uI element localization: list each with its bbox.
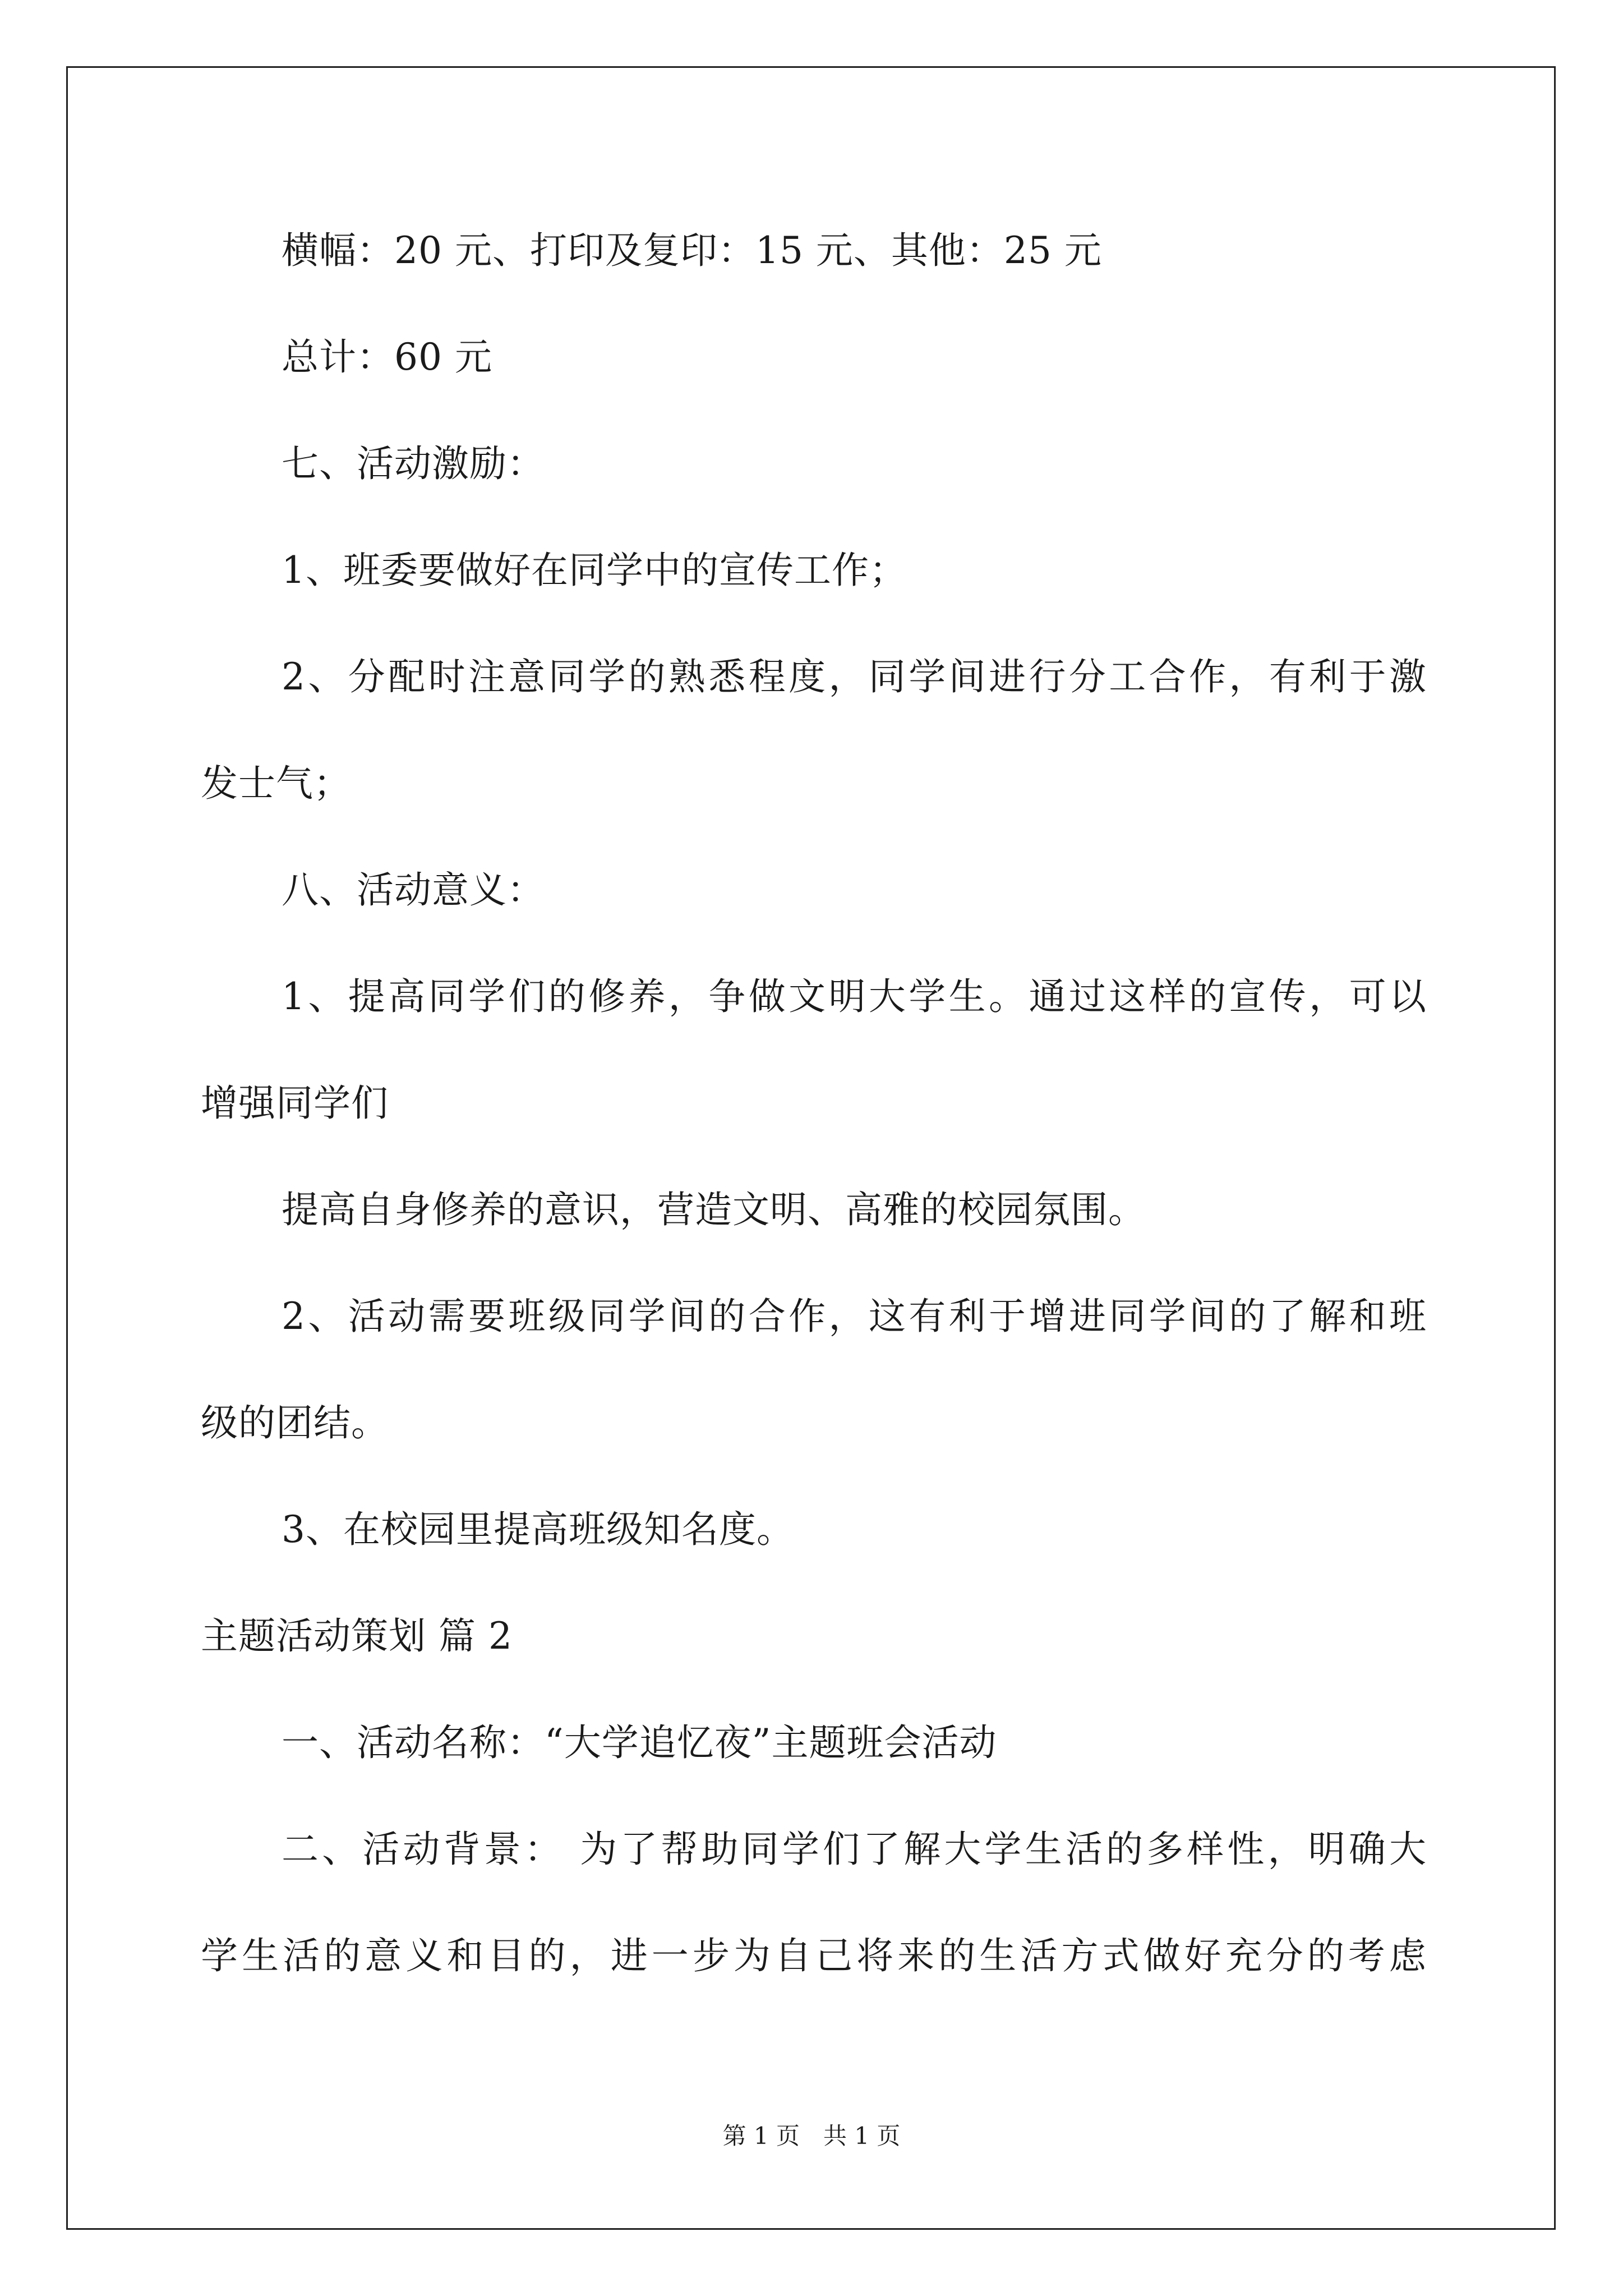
paragraph-line: 1、提高同学们的修养，争做文明大学生。通过这样的宣传，可以 [282, 975, 1427, 1018]
section-heading-incentive: 七、活动激励： [282, 442, 545, 485]
budget-line: 横幅：20 元、打印及复印：15 元、其他：25 元 [282, 229, 1102, 272]
paragraph-line: 1、班委要做好在同学中的宣传工作； [282, 549, 907, 592]
section-heading-significance: 八、活动意义： [282, 868, 545, 912]
paragraph-line: 学生活的意义和目的，进一步为自己将来的生活方式做好充分的考虑 [201, 1934, 1427, 1977]
paragraph-line: 3、在校园里提高班级知名度。 [282, 1508, 794, 1551]
paragraph-line: 2、活动需要班级同学间的合作，这有利于增进同学间的了解和班 [282, 1295, 1427, 1338]
paragraph-line: 增强同学们 [201, 1082, 389, 1125]
total-line: 总计：60 元 [282, 335, 492, 379]
paragraph-line: 二、活动背景： 为了帮助同学们了解大学生活的多样性，明确大 [282, 1828, 1427, 1871]
article-heading: 主题活动策划 篇 2 [201, 1614, 513, 1658]
page-number-footer: 第 1 页 共 1 页 [722, 2122, 901, 2150]
paragraph-line: 提高自身修养的意识，营造文明、高雅的校园氛围。 [282, 1188, 1146, 1231]
paragraph-line: 2、分配时注意同学的熟悉程度，同学间进行分工合作，有利于激 [282, 655, 1427, 698]
paragraph-line: 级的团结。 [201, 1401, 389, 1444]
page-border [66, 66, 1556, 2230]
activity-name-line: 一、活动名称：“大学追忆夜”主题班会活动 [282, 1721, 997, 1764]
paragraph-line: 发士气； [201, 762, 351, 805]
